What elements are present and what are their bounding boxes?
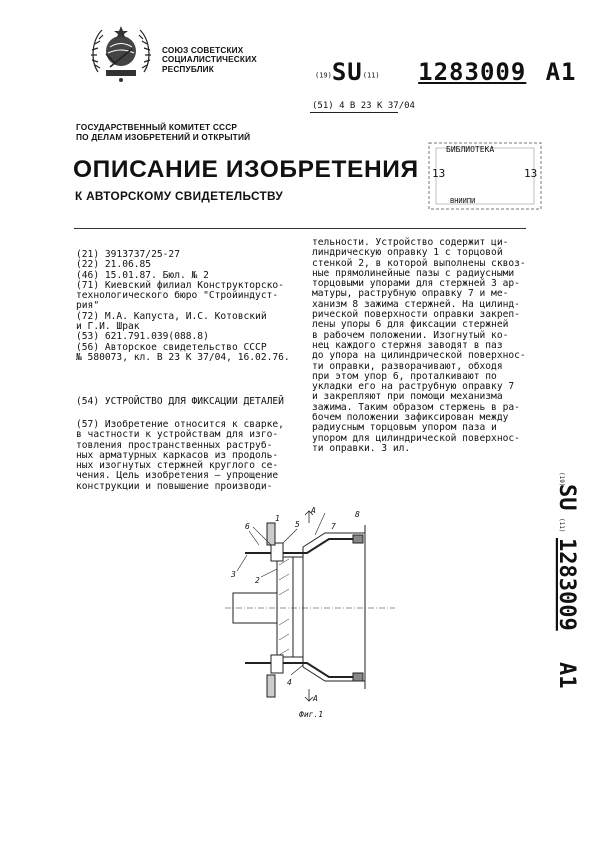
abstract-line: в рабочем положении. Изогнутый ко- [312,329,509,341]
abstract-left [76,420,302,492]
figure-caption: Фиг.1 [299,710,324,719]
biblio-line: (22) 21.06.85 [76,259,152,271]
side-patent-number [536,470,579,700]
patent-number: 1283009 [418,58,527,86]
ipc-underline [310,112,398,113]
union-line: РЕСПУБЛИК [162,64,214,74]
stamp-text: 13 [432,167,446,180]
stamp-text: 13 [524,167,538,180]
abstract-line: матуры, раструбную оправку 7 и ме- [312,288,509,300]
abstract-line: бочем положении зафиксирован между [312,412,509,424]
figure-label: 2 [255,576,260,585]
figure-label: A [311,506,316,515]
document-title: ОПИСАНИЕ ИЗОБРЕТЕНИЯ [73,156,419,183]
country-code: SU [331,58,363,86]
figure-label: 8 [355,510,360,519]
abstract-line: при этом упор 6, проталкивают по [312,370,497,382]
figure-label: 3 [231,570,236,579]
side-kind-code: A1 [554,662,579,689]
abstract-line: нец каждого стержня заводят в паз [312,339,503,351]
abstract-line: чения. Цель изобретения – упрощение [76,470,279,482]
inid-code-11: (11) [362,71,380,80]
biblio-line: рия" [76,300,100,312]
abstract-line: торцовыми упорами для стержней 3 ар- [312,278,520,290]
abstract-line: укладки его на раструбную оправку 7 [312,381,515,393]
stamp-text: ВНИИПИ [450,197,476,205]
stamp-text: БИБЛИОТЕКА [446,145,495,154]
biblio-line: (53) 621.791.039(088.8) [76,331,209,343]
abstract-line: ти оправки. 3 ил. [312,442,411,454]
committee-line: ПО ДЕЛАМ ИЗОБРЕТЕНИЙ И ОТКРЫТИЙ [76,132,251,142]
bibliographic-data [76,250,302,363]
abstract-line: стенкой 2, в которой выполнены сквоз- [312,257,526,269]
biblio-line: (71) Киевский филиал Конструкторско- [76,279,284,291]
union-name [162,46,257,74]
abstract-line: в частности к устройствам для изго- [76,429,279,441]
end-wall [277,557,293,657]
abstract-line: тельности. Устройство содержит ци- [312,237,509,248]
abstract-line: рической поверхности оправки закреп- [312,309,520,321]
abstract-line: конструкции и повышение производи- [76,480,273,492]
abstract-line: ханизм 8 зажима стержней. На цилинд- [312,298,520,310]
biblio-line: (46) 15.01.87. Бюл. № 2 [76,269,209,281]
biblio-line: (72) М.А. Капуста, И.С. Котовский [76,310,267,322]
inid-code-19: (19) [315,71,332,80]
document-subtitle: К АВТОРСКОМУ СВИДЕТЕЛЬСТВУ [75,189,284,203]
publication-number [315,58,576,86]
abstract-line: зажима. Таким образом стержень в ра- [312,401,520,413]
committee-name [76,122,250,142]
abstract-right [312,238,527,454]
abstract-line: ных арматурных каркасов из продоль- [76,449,279,461]
side-inid-code-11: (11) [558,518,565,533]
biblio-line: и Г.И. Шрак [76,321,140,333]
abstract-line: упором для цилиндрической поверхнос- [312,432,520,444]
side-patent-num: 1283009 [554,538,579,631]
abstract-line: товления пространственных раструб- [76,439,273,451]
biblio-line: (56) Авторское свидетельство СССР [76,341,267,353]
kind-code: A1 [545,58,577,86]
biblio-line: технологического бюро "Стройиндуст- [76,290,279,302]
committee-line: ГОСУДАРСТВЕННЫЙ КОМИТЕТ СССР [76,122,238,132]
ipc-classification: (51) 4 В 23 К 37/04 [312,101,415,111]
figure-label: 5 [295,520,300,529]
header-rule [74,228,526,229]
abstract-line: ные прямолинейные пазы с радиусными [312,267,515,279]
union-line: СОЮЗ СОВЕТСКИХ [162,46,244,55]
abstract-line: (57) Изобретение относится к сварке, [76,419,284,430]
abstract-line: лены упоры 6 для фиксации стержней [312,319,509,331]
technical-drawing [225,505,400,720]
union-line: СОЦИАЛИСТИЧЕСКИХ [162,55,257,65]
biblio-line: (21) 3913737/25-27 [76,249,180,260]
figure-label: 4 [287,678,292,687]
abstract-line: линдрическую оправку 1 с торцовой [312,247,503,259]
abstract-line: до упора на цилиндрической поверхнос- [312,350,526,362]
side-inid-code-19: (19) [558,472,565,487]
side-country-code: SU [554,484,579,511]
abstract-line: радиусным торцовым упором паза и [312,422,497,434]
figure-label: 1 [275,514,280,523]
ussr-emblem-icon [88,20,154,86]
figure-label: 7 [331,522,336,531]
abstract-line: и закрепляют при помощи механизма [312,391,503,403]
figure-label: A [313,694,318,703]
abstract-line: ти оправки, разворачивают, обходя [312,360,503,372]
invention-title: (54) УСТРОЙСТВО ДЛЯ ФИКСАЦИИ ДЕТАЛЕЙ [76,396,284,407]
biblio-line: № 580073, кл. В 23 К 37/04, 16.02.76. [76,351,290,363]
abstract-line: ных изогнутых стержней круглого се- [76,460,279,472]
figure-label: 6 [245,522,250,531]
